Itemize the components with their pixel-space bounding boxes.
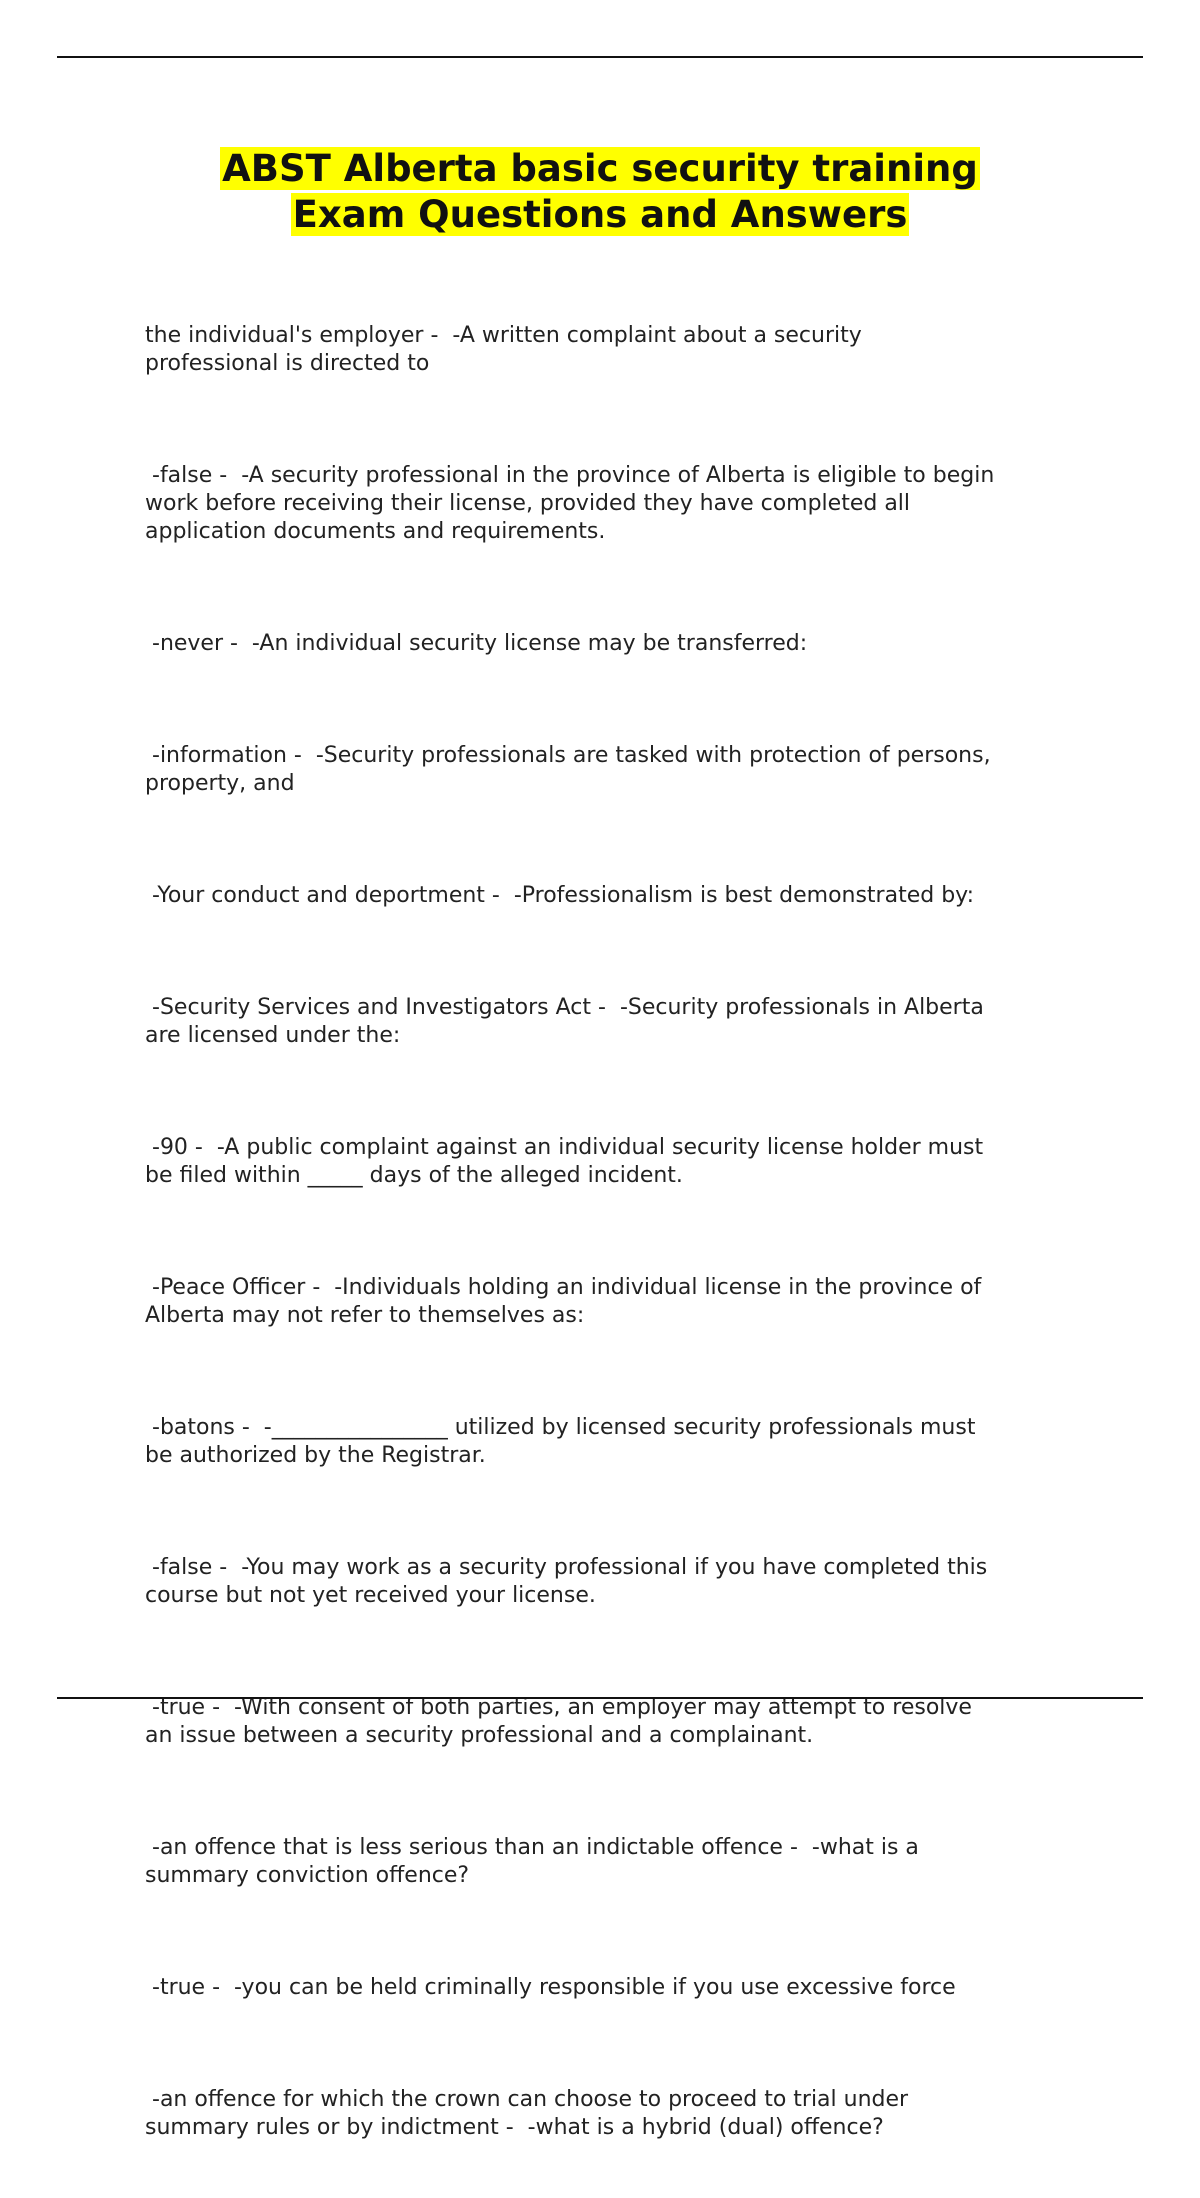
qa-item: -an offence that is less serious than an indictable offence - -what is a summary conviction offence? (145, 1835, 919, 1888)
document-title (100, 146, 1100, 238)
qa-list (145, 266, 1105, 2198)
qa-item: -batons - -________________ utilized by licensed security professionals must be authorized by the Registrar. (145, 1415, 976, 1468)
qa-item: -true - -you can be held criminally responsible if you use excessive force (145, 1975, 956, 2000)
top-rule (57, 56, 1143, 58)
qa-item: -Your conduct and deportment - -Professionalism is best demonstrated by: (145, 883, 975, 908)
bottom-rule (57, 1697, 1143, 1699)
title-line-1: ABST Alberta basic security training (222, 147, 978, 190)
title-line-2: Exam Questions and Answers (292, 193, 908, 236)
qa-item: -information - -Security professionals are tasked with protection of persons, property, and (145, 743, 991, 796)
qa-item: -an offence for which the crown can choose to proceed to trial under summary rules or by indictment - -what is a hybrid (dual) offence? (145, 2087, 909, 2140)
qa-item: -Peace Officer - -Individuals holding an individual license in the province of Alberta may not refer to themselves as: (145, 1275, 982, 1328)
qa-item: -true - -With consent of both parties, an employer may attempt to resolve an issue between a security professional and a complainant. (145, 1695, 972, 1748)
qa-item: -90 - -A public complaint against an individual security license holder must be filed within _____ days of the alleged incident. (145, 1135, 984, 1188)
qa-item: the individual's employer - -A written complaint about a security professional is directed to (145, 323, 862, 376)
qa-item: -false - -You may work as a security professional if you have completed this course but not yet received your license. (145, 1555, 988, 1608)
qa-item: -never - -An individual security license may be transferred: (145, 631, 808, 656)
qa-item: -Security Services and Investigators Act - -Security professionals in Alberta are licensed under the: (145, 995, 984, 1048)
qa-item: -false - -A security professional in the province of Alberta is eligible to begin work before receiving their license, provided they have completed all application documents and requirements. (145, 463, 995, 544)
